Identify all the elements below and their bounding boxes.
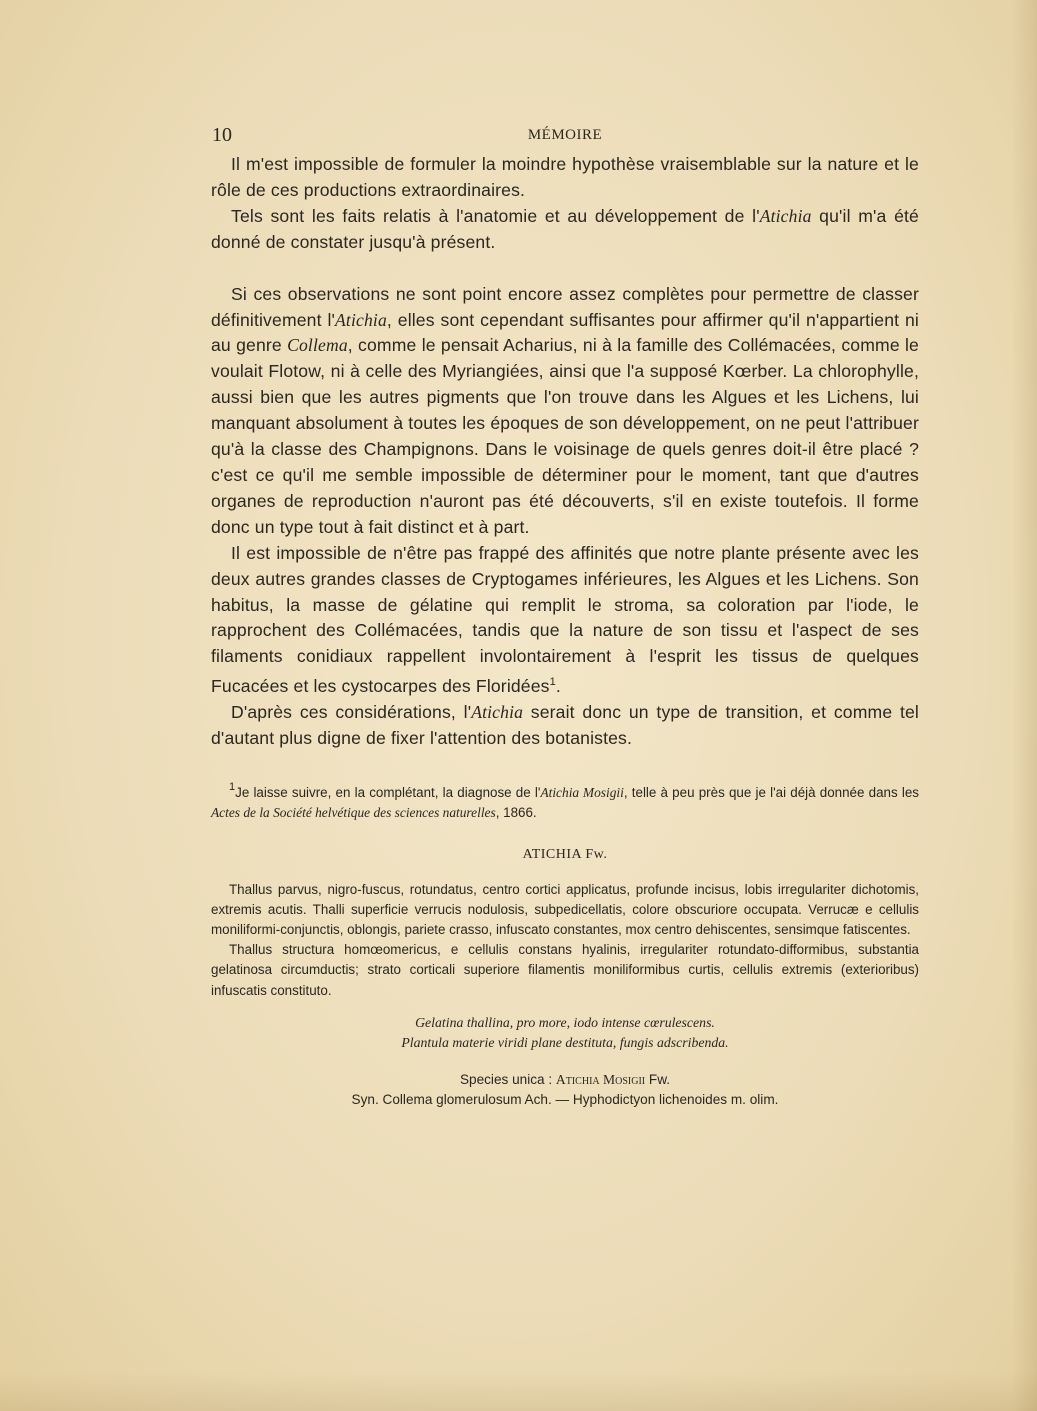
- footnote-text-c: , 1866.: [495, 805, 537, 821]
- latin-centered-lines: [211, 1013, 919, 1053]
- species-name: Atichia Mosigii: [555, 1071, 646, 1087]
- genus-name-italic: Atichia: [759, 205, 812, 226]
- paragraph-3: [211, 282, 919, 541]
- paragraph-3-text-a: Si ces observations ne sont point encore assez complètes pour permettre de classer définitivement l': [211, 283, 919, 330]
- genus-name-italic: Collema: [287, 335, 348, 356]
- paragraph-2-text-a: Tels sont les faits relatis à l'anatomie et au développement de l': [231, 205, 760, 226]
- species-author: Fw.: [645, 1071, 671, 1087]
- paragraph-3-text-c: , comme le pensait Acharius, ni à la famille des Collémacées, comme le voulait Flotow, ni à celle des Myriangiées, ainsi que l'a supposé Kœrber. La chlorophylle, aussi bien que les autres pigments que l'on trouve dans les Algues et les Lichens, lui manquant absolument à toutes les époques de son développement, on ne peut l'attribuer qu'à la classe des Champignons. Dans le voisinage de quels genres doit-il être placé ? c'est ce qu'il me semble impossible de déterminer pour le moment, tant que d'autres organes de reproduction n'auront pas été découverts, s'il en existe toutefois. Il forme donc un type tout à fait distinct et à part.: [211, 335, 919, 537]
- species-block: [211, 1070, 919, 1110]
- footnote-text-a: Je laisse suivre, en la complétant, la diagnose de l': [235, 785, 541, 800]
- paragraph-4: [211, 541, 919, 700]
- page-number: 10: [212, 124, 232, 146]
- synonym-line: Syn. Collema glomerulosum Ach. — Hyphodictyon lichenoides m. olim.: [351, 1091, 779, 1107]
- species-name-italic: Atichia Mosigii: [540, 785, 624, 800]
- paragraph-5-text-a: D'après ces considérations, l': [231, 702, 472, 723]
- paragraph-5: [211, 700, 919, 752]
- paragraph-2-text-b: qu'il m'a été donné de constater jusqu'à présent.: [211, 205, 919, 252]
- genus-name-italic: Atichia: [471, 702, 524, 723]
- latin-paragraph-2: Thallus structura homœomericus, e cellulis constans hyalinis, irregulariter rotundato-difformibus, substantia gelatinosa circumductis; strato corticali superiore filamentis moniliformibus curtis, cellulis extremis (exterioribus) infuscatis constituto.: [211, 942, 919, 998]
- paragraph-1-text: Il m'est impossible de formuler la moindre hypothèse vraisemblable sur la nature et le rôle de ces productions extraordinaires.: [211, 154, 919, 200]
- paragraph-2: [211, 204, 919, 256]
- paragraph-4-text: Il est impossible de n'être pas frappé des affinités que notre plante présente avec les deux autres grandes classes de Cryptogames inférieures, les Algues et les Lichens. Son habitus, la masse de gélatine qui remplit le stroma, sa coloration par l'iode, le rapprochent des Collémacées, tandis que la nature de son tissu et l'aspect de ses filaments conidiaux rappellent involontairement à l'esprit les tissus de quelques Fucacées et les cystocarpes des Floridées: [211, 542, 919, 697]
- paragraph-1: [211, 152, 919, 204]
- page-edge-shadow: [1011, 0, 1037, 1411]
- paragraph-5-text-b: serait donc un type de transition, et comme tel d'autant plus digne de fixer l'attention des botanistes.: [211, 702, 919, 749]
- footnote-1: [211, 777, 919, 823]
- species-prefix: Species unica :: [459, 1071, 556, 1087]
- footnote-mark: 1: [229, 781, 236, 793]
- latin-paragraph-1: Thallus parvus, nigro-fuscus, rotundatus, centro cortici applicatus, profunde incisus, lobis irregulariter dichotomis, extremis acutis. Thalli superficie verrucis nodulosis, subpedicellatis, colore obscuriore occupata. Verrucæ e cellulis moniliformi-conjunctis, oblongis, pariete crasso, infuscato constantes, mox centro dehiscentes, sensimque fatiscentes.: [211, 881, 919, 938]
- genus-name-italic: Atichia: [335, 309, 387, 330]
- page-bottom-shadow: [0, 1371, 1037, 1411]
- footnote-reference[interactable]: 1: [549, 676, 556, 689]
- paragraph-4-end: .: [555, 676, 561, 697]
- publication-title-italic: Actes de la Société helvétique des sciences naturelles: [211, 805, 496, 821]
- footnote-text-b: , telle à peu près que je l'ai déjà donnée dans les: [623, 785, 919, 800]
- latin-diagnosis-title: ATICHIA Fw.: [522, 847, 608, 863]
- paragraph-3-text-b: , elles sont cependant suffisantes pour affirmer qu'il n'appartient ni au genre: [211, 309, 919, 356]
- footnote-block: [211, 777, 919, 1110]
- latin-line-2: Plantula materie viridi plane destituta, fungis adscribenda.: [401, 1034, 729, 1050]
- running-title: MÉMOIRE: [527, 127, 603, 143]
- latin-line-1: Gelatina thallina, pro more, iodo intense cœrulescens.: [415, 1014, 715, 1030]
- main-text: [211, 152, 919, 752]
- page-header: [210, 124, 920, 148]
